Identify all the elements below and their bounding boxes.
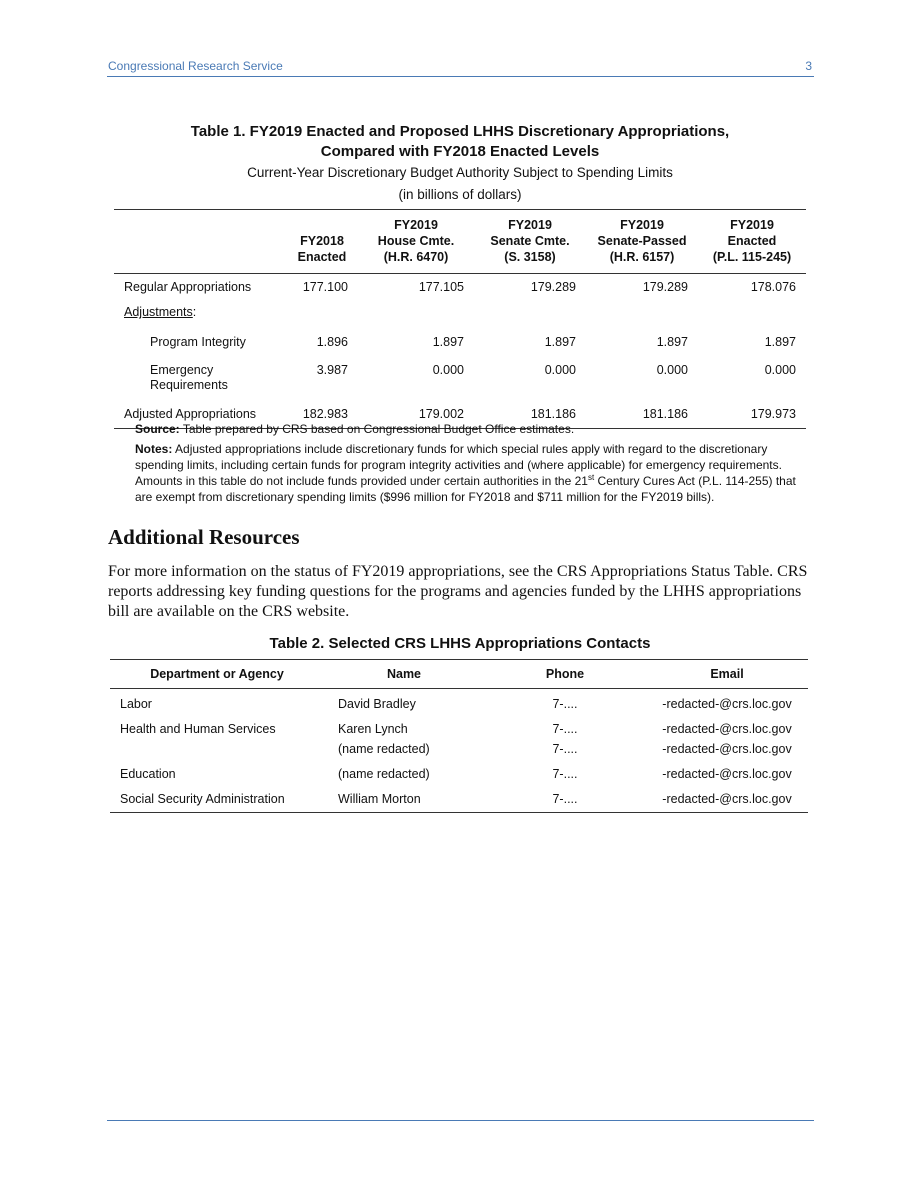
contact-phone: 7-.... — [552, 767, 578, 781]
notes-superscript: st — [587, 473, 595, 482]
source-label: Source: — [135, 422, 180, 436]
row-program-integrity — [114, 325, 806, 355]
source-text: Table prepared by CRS based on Congressional Budget Office estimates. — [182, 422, 575, 436]
contact-phone: 7-.... — [552, 742, 578, 756]
row-adjustments — [114, 300, 806, 325]
table1-source — [135, 421, 810, 437]
notes-text-a: Adjusted appropriations include discretionary funds for which special rules apply with regard to the discretionary spending limits, including certain funds for program integrity activities and (where applicable) for emergency requirements. Amounts in this table do not include funds provided under certain authorities in the 21 — [135, 442, 782, 488]
table-row — [110, 689, 808, 715]
table1-units: (in billions of dollars) — [398, 187, 522, 202]
col-senate-cmte: FY2019 Senate Cmte. (S. 3158) — [490, 218, 570, 264]
col-house-cmte: FY2019 House Cmte. (H.R. 6470) — [377, 218, 455, 264]
table1-title-line1: Table 1. FY2019 Enacted and Proposed LHHS Discretionary Appropriations, — [190, 123, 730, 140]
col-email: Email — [710, 667, 744, 681]
row-label: Regular Appropriations — [124, 280, 252, 294]
contact-phone: 7-.... — [552, 697, 578, 711]
row-label: Emergency Requirements — [150, 363, 228, 392]
cell-value: 178.076 — [750, 280, 796, 294]
table-row — [110, 739, 808, 759]
col-name: Name — [386, 667, 422, 681]
row-regular-appropriations — [114, 274, 806, 301]
table1-title-line2: Compared with FY2018 Enacted Levels — [320, 143, 600, 160]
cell-value: 1.897 — [432, 335, 464, 349]
appropriations-table — [114, 209, 806, 429]
cell-value: 179.289 — [642, 280, 688, 294]
cell-value: 1.896 — [316, 335, 348, 349]
contact-name: Karen Lynch — [338, 722, 408, 736]
cell-value: 0.000 — [764, 363, 796, 377]
contact-phone: 7-.... — [552, 722, 578, 736]
contacts-table — [110, 659, 808, 813]
table2-title: Table 2. Selected CRS LHHS Appropriations Contacts — [269, 635, 651, 652]
col-fy2019-enacted: FY2019 Enacted (P.L. 115-245) — [712, 218, 792, 264]
col-fy2018-enacted: FY2018 Enacted — [297, 234, 347, 264]
contact-email: -redacted-@crs.loc.gov — [662, 742, 792, 756]
adjustments-colon: : — [192, 305, 197, 319]
cell-value: 179.973 — [750, 407, 796, 421]
table1-header-blank — [114, 210, 286, 274]
notes-text-b: Century Cures Act (P.L. 114-255) that are exempt from discretionary spending limits ($996 million for FY2018 and $711 million for the FY2019 bills). — [135, 474, 796, 504]
section-heading: Additional Resources — [108, 525, 300, 549]
page-number: 3 — [805, 59, 812, 73]
contact-agency: Social Security Administration — [120, 792, 285, 806]
table-row — [110, 759, 808, 784]
cell-value: 1.897 — [764, 335, 796, 349]
row-label: Adjusted Appropriations — [124, 407, 257, 421]
cell-value: 3.987 — [316, 363, 348, 377]
cell-value: 179.289 — [530, 280, 576, 294]
table-row — [110, 714, 808, 739]
contact-agency: Labor — [120, 697, 152, 711]
contact-email: -redacted-@crs.loc.gov — [662, 792, 792, 806]
cell-value: 0.000 — [544, 363, 576, 377]
col-phone: Phone — [545, 667, 585, 681]
row-label — [114, 300, 806, 325]
cell-value: 0.000 — [432, 363, 464, 377]
contact-phone: 7-.... — [552, 792, 578, 806]
resources-paragraph: For more information on the status of FY2019 appropriations, see the CRS Appropriations Status Table. CRS reports addressing key funding questions for the programs and agencies funded by the LHHS appropriations bill are available on the CRS website. — [108, 563, 808, 620]
cell-value: 177.105 — [418, 280, 464, 294]
contact-agency: Education — [120, 767, 176, 781]
cell-value: 0.000 — [656, 363, 688, 377]
cell-value: 182.983 — [302, 407, 348, 421]
col-department: Department or Agency — [150, 667, 284, 681]
table2-header-row — [110, 660, 808, 689]
running-header — [107, 58, 814, 77]
cell-value: 1.897 — [544, 335, 576, 349]
cell-value: 1.897 — [656, 335, 688, 349]
cell-value: 181.186 — [642, 407, 688, 421]
contact-name: (name redacted) — [338, 742, 430, 756]
table-row — [110, 784, 808, 813]
adjustments-label: Adjustments — [124, 305, 193, 319]
row-label: Program Integrity — [150, 335, 246, 349]
contact-email: -redacted-@crs.loc.gov — [662, 697, 792, 711]
contact-agency — [110, 739, 324, 759]
contact-name: (name redacted) — [338, 767, 430, 781]
contact-agency: Health and Human Services — [120, 722, 276, 736]
contact-name: David Bradley — [338, 697, 416, 711]
table1-title — [110, 122, 810, 162]
contact-name: William Morton — [338, 792, 421, 806]
contact-email: -redacted-@crs.loc.gov — [662, 722, 792, 736]
header-org: Congressional Research Service — [108, 59, 283, 73]
row-emergency-requirements — [114, 355, 806, 398]
cell-value: 181.186 — [530, 407, 576, 421]
col-senate-passed: FY2019 Senate-Passed (H.R. 6157) — [597, 218, 687, 264]
cell-value: 179.002 — [418, 407, 464, 421]
table1-subtitle: Current-Year Discretionary Budget Authority Subject to Spending Limits — [247, 165, 673, 180]
footer-rule — [107, 1120, 814, 1121]
table1-header-row — [114, 210, 806, 274]
cell-value: 177.100 — [302, 280, 348, 294]
notes-label: Notes: — [135, 442, 173, 456]
table1-notes — [135, 441, 810, 505]
contact-email: -redacted-@crs.loc.gov — [662, 767, 792, 781]
